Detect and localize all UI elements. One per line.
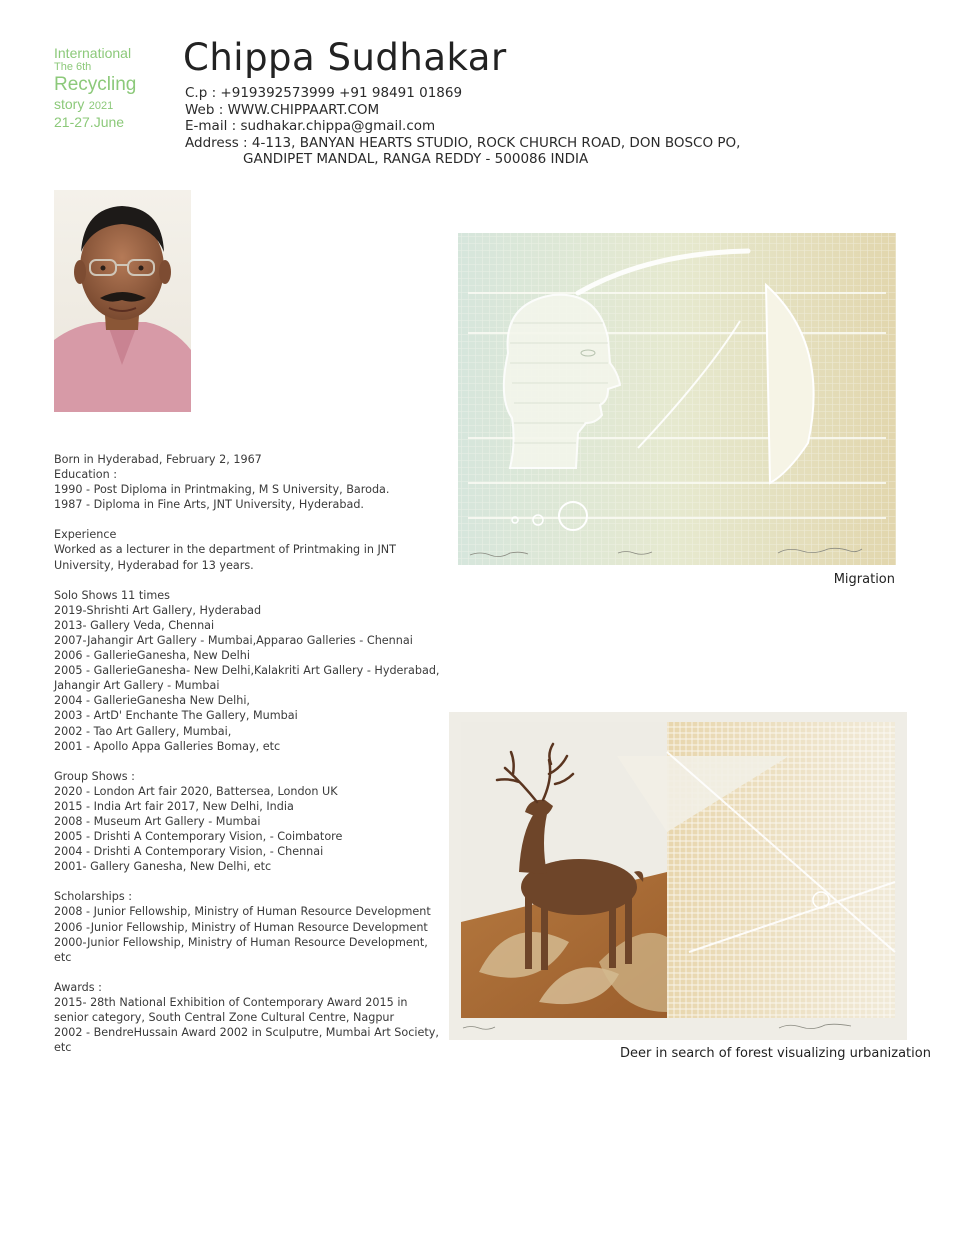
event-line-recycling: Recycling xyxy=(54,73,137,95)
bio-born: Born in Hyderabad, February 2, 1967 xyxy=(54,453,262,466)
bio-scholarships-heading: Scholarships : xyxy=(54,890,133,904)
bio-group-item: 2005 - Drishti A Contemporary Vision, - Coimbatore xyxy=(54,830,343,844)
bio-solo-heading: Solo Shows 11 times xyxy=(54,588,170,602)
bio-solo-item: Jahangir Art Gallery - Mumbai xyxy=(54,679,220,693)
bio-group-item: 2008 - Museum Art Gallery - Mumbai xyxy=(54,814,261,828)
artwork-caption-deer: Deer in search of forest visualizing urbanization xyxy=(620,1046,931,1061)
event-story-word: story xyxy=(54,95,85,112)
event-line-dates: 21-27.June xyxy=(54,113,125,130)
bio-solo-item: 2003 - ArtD' Enchante The Gallery, Mumbai xyxy=(54,709,298,723)
artist-portrait xyxy=(54,190,191,412)
event-line-international: International xyxy=(54,45,132,61)
bio-awards-section xyxy=(54,980,439,1055)
bio-education-item: 1990 - Post Diploma in Printmaking, M S University, Baroda. xyxy=(54,483,390,497)
event-story-year: 2021 xyxy=(88,99,114,112)
bio-experience-section xyxy=(54,527,414,572)
contact-web: Web : WWW.CHIPPAART.COM xyxy=(185,101,380,118)
contact-block xyxy=(185,85,740,168)
biography xyxy=(54,452,440,1070)
bio-solo-section xyxy=(54,588,440,754)
bio-solo-item: 2005 - GallerieGanesha- New Delhi,Kalakriti Art Gallery - Hyderabad, xyxy=(54,664,440,678)
bio-group-item: 2004 - Drishti A Contemporary Vision, - Chennai xyxy=(54,845,324,859)
bio-scholarships-section xyxy=(54,889,431,964)
contact-address-line2: GANDIPET MANDAL, RANGA REDDY - 500086 INDIA xyxy=(243,151,589,167)
bio-group-item: 2015 - India Art fair 2017, New Delhi, India xyxy=(54,799,294,813)
artwork-migration-image xyxy=(458,233,896,565)
bio-award-item: etc xyxy=(54,1041,72,1055)
bio-solo-item: 2019-Shrishti Art Gallery, Hyderabad xyxy=(54,603,262,617)
bio-group-heading: Group Shows : xyxy=(54,769,135,783)
bio-award-item: 2002 - BendreHussain Award 2002 in Sculputre, Mumbai Art Society, xyxy=(54,1026,439,1040)
bio-award-item: 2015- 28th National Exhibition of Contemporary Award 2015 in xyxy=(54,995,408,1009)
bio-group-section xyxy=(54,769,414,875)
contact-phone: C.p : +919392573999 +91 98491 01869 xyxy=(185,85,463,101)
contact-address-line1: Address : 4-113, BANYAN HEARTS STUDIO, ROCK CHURCH ROAD, DON BOSCO PO, xyxy=(185,134,741,151)
bio-experience-heading: Experience xyxy=(54,528,117,542)
bio-scholarship-item: etc xyxy=(54,950,72,964)
bio-scholarship-item: 2000-Junior Fellowship, Ministry of Human Resource Development, xyxy=(54,935,428,949)
bio-scholarship-item: 2006 -Junior Fellowship, Ministry of Human Resource Development xyxy=(54,920,428,934)
bio-education-heading: Education : xyxy=(54,468,118,482)
bio-solo-item: 2007-Jahangir Art Gallery - Mumbai,Apparao Galleries - Chennai xyxy=(54,633,413,647)
bio-awards-heading: Awards : xyxy=(54,980,102,994)
artwork-caption-migration: Migration xyxy=(833,572,895,587)
bio-experience-text: University, Hyderabad for 13 years. xyxy=(54,558,254,572)
bio-solo-item: 2004 - GallerieGanesha New Delhi, xyxy=(54,694,250,708)
bio-intro-section xyxy=(54,452,414,512)
bio-group-item: 2001- Gallery Ganesha, New Delhi, etc xyxy=(54,860,272,874)
bio-scholarship-item: 2008 - Junior Fellowship, Ministry of Human Resource Development xyxy=(54,905,431,919)
bio-solo-item: 2013- Gallery Veda, Chennai xyxy=(54,618,215,632)
bio-solo-item: 2006 - GallerieGanesha, New Delhi xyxy=(54,649,250,663)
bio-solo-item: 2002 - Tao Art Gallery, Mumbai, xyxy=(54,724,232,738)
bio-award-item: senior category, South Central Zone Cultural Centre, Nagpur xyxy=(54,1011,395,1024)
bio-experience-text: Worked as a lecturer in the department of Printmaking in JNT xyxy=(54,543,396,557)
bio-group-item: 2020 - London Art fair 2020, Battersea, London UK xyxy=(54,784,338,798)
artist-name: Chippa Sudhakar xyxy=(183,36,507,79)
event-line-story xyxy=(54,96,136,114)
event-line-edition: The 6th xyxy=(54,61,92,74)
bio-education-item: 1987 - Diploma in Fine Arts, JNT University, Hyderabad. xyxy=(54,498,364,512)
bio-solo-item: 2001 - Apollo Appa Galleries Bomay, etc xyxy=(54,739,281,753)
contact-email: E-mail : sudhakar.chippa@gmail.com xyxy=(185,118,436,134)
artwork-deer-image xyxy=(449,712,907,1040)
event-stamp xyxy=(54,45,136,130)
